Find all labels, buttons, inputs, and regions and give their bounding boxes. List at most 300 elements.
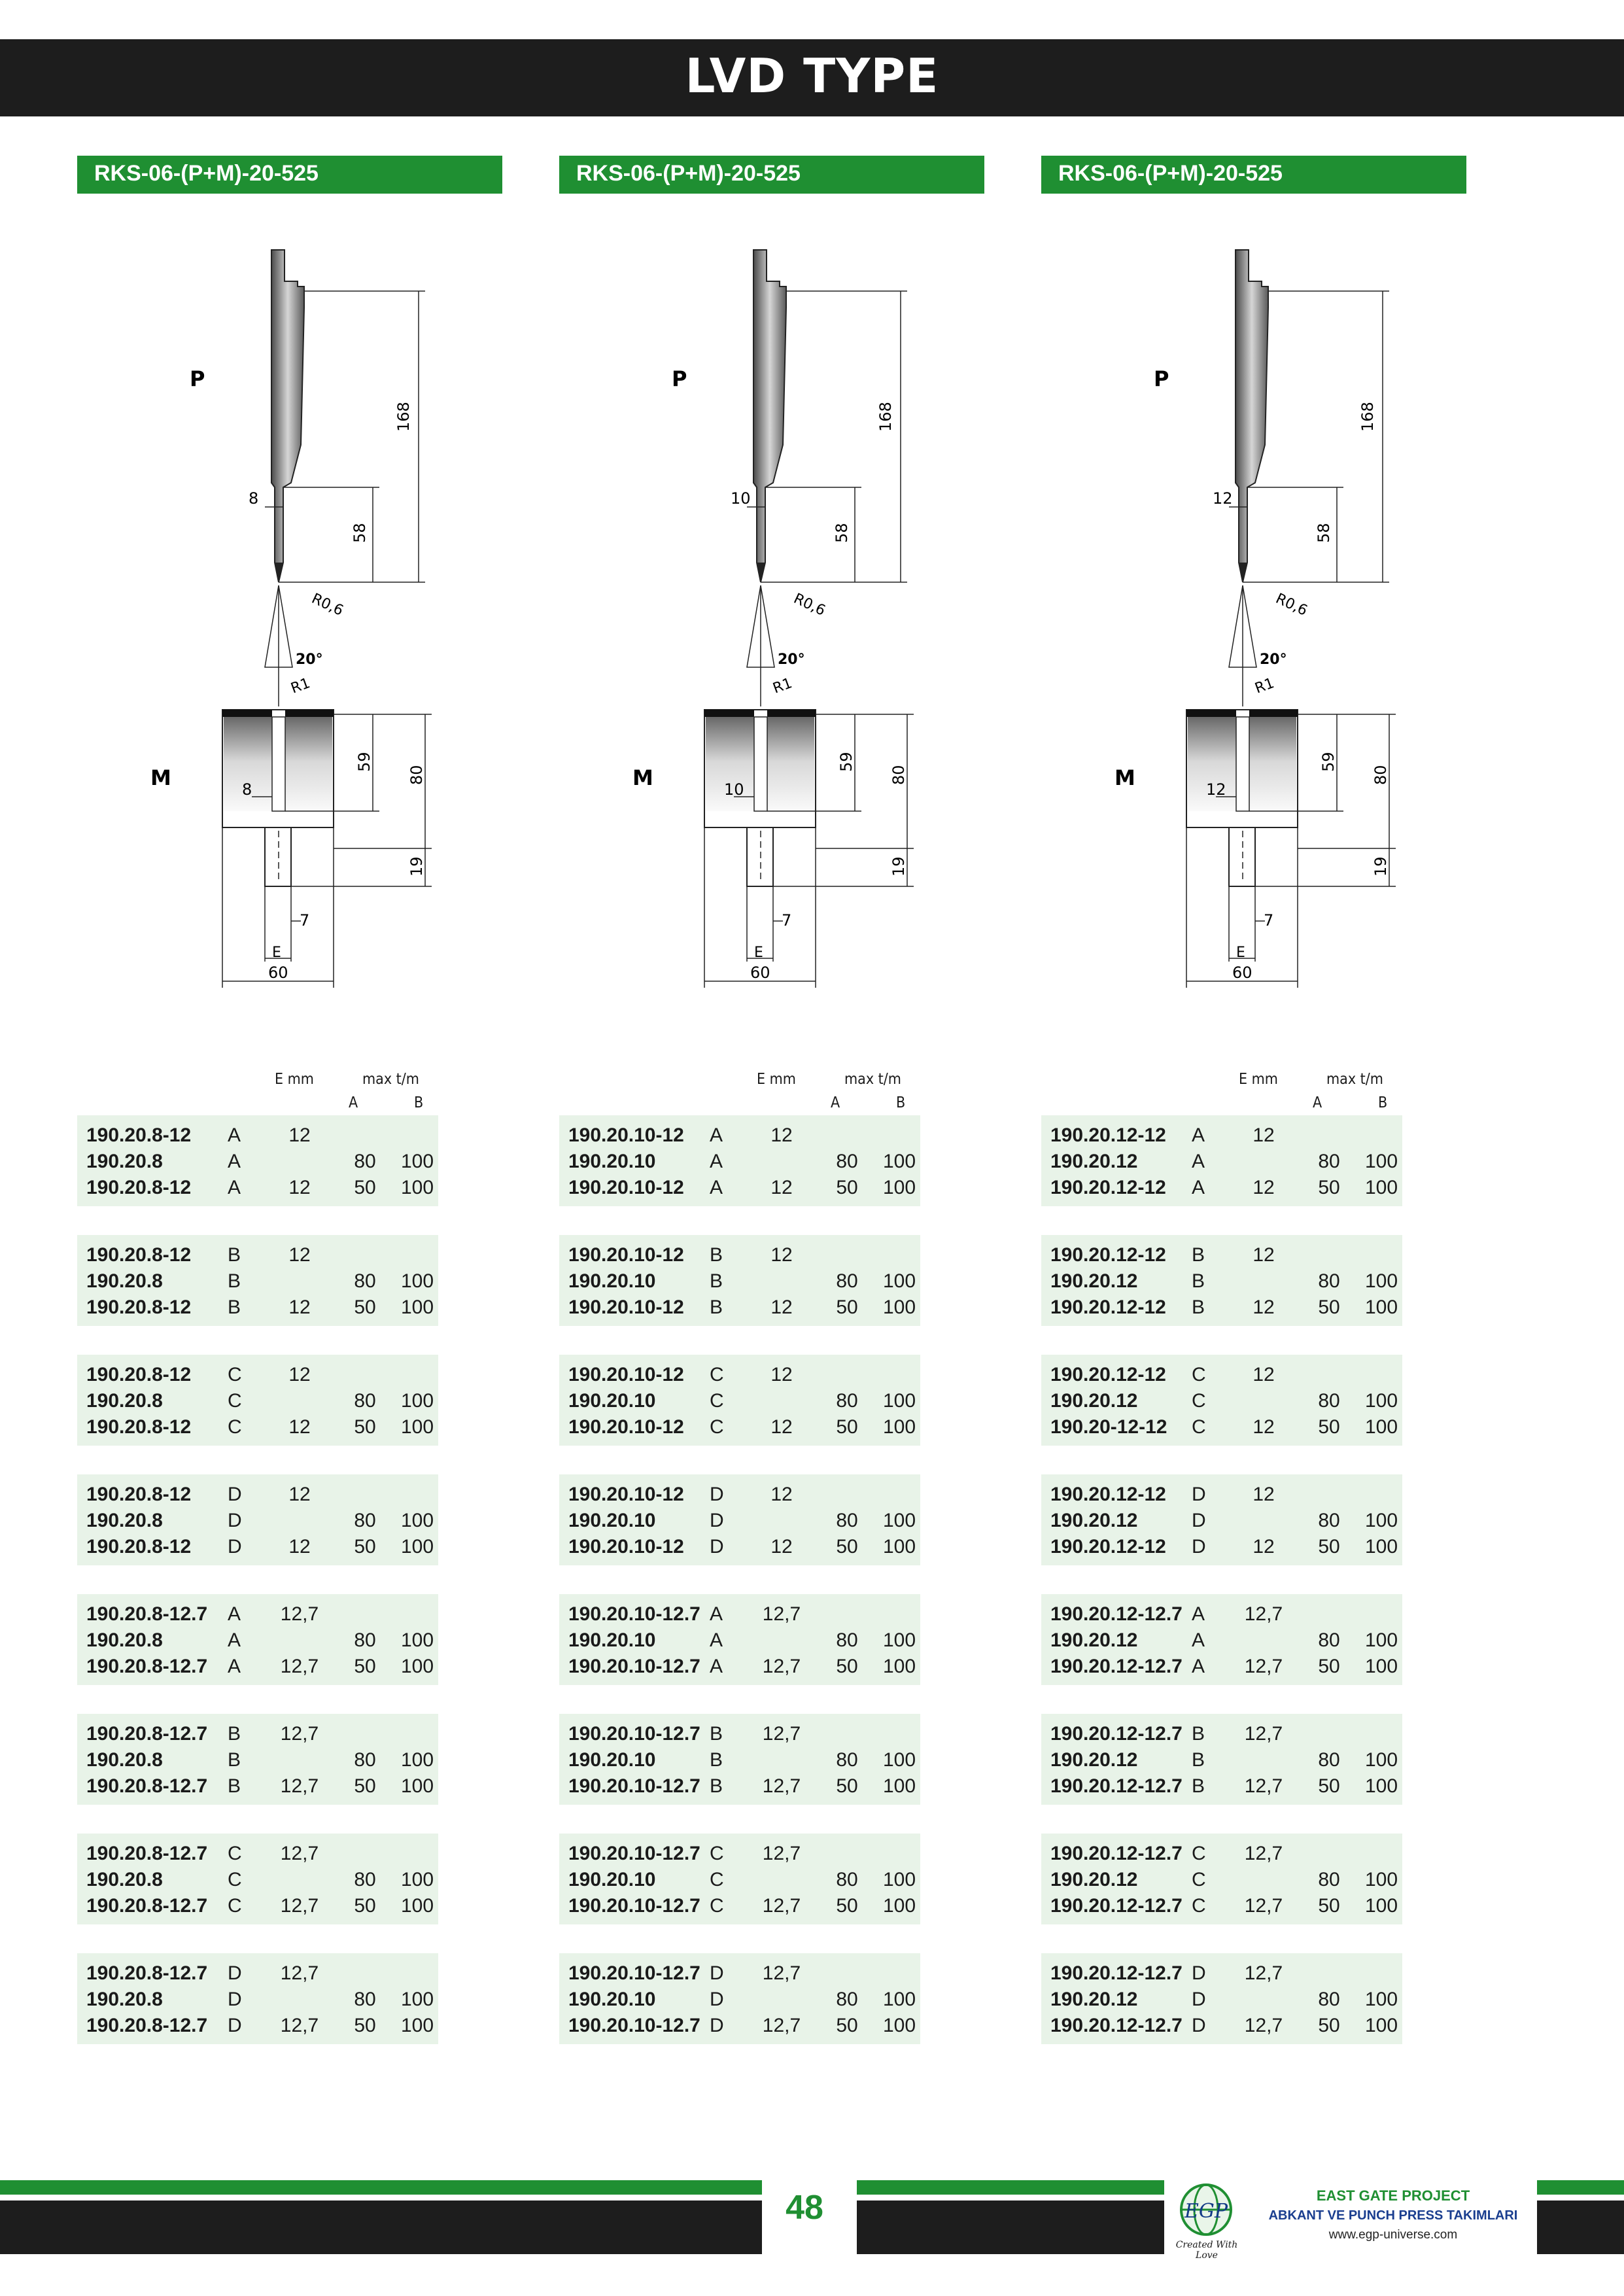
max-a-value: 50: [354, 1656, 376, 1677]
max-b-value: 100: [1364, 1749, 1398, 1771]
punch-label: P: [190, 366, 205, 391]
max-b-value: 100: [882, 1416, 916, 1438]
part-code: 190.20.12-12: [1050, 1296, 1166, 1318]
e-value: 12,7: [762, 1723, 801, 1745]
punch-width: 8: [249, 489, 259, 508]
die-type: B: [228, 1775, 241, 1797]
part-code: 190.20.10-12.7: [568, 1603, 700, 1625]
die-type: B: [228, 1723, 241, 1745]
e-value: 12,7: [1244, 1775, 1283, 1797]
header-a: A: [349, 1094, 358, 1111]
die-type: C: [1192, 1869, 1206, 1890]
e-value: 12: [770, 1124, 793, 1146]
table-row: [559, 1270, 920, 1296]
max-b-value: 100: [882, 1151, 916, 1172]
part-code: 190.20.10-12.7: [568, 1843, 700, 1864]
part-code: 190.20.8-12.7: [86, 1656, 208, 1677]
die-type: B: [1192, 1270, 1205, 1292]
header-b: B: [414, 1094, 424, 1111]
max-b-value: 100: [400, 1270, 434, 1292]
dim-59: 59: [837, 752, 855, 772]
e-value: 12: [1253, 1484, 1275, 1505]
table-row: [1041, 1843, 1402, 1869]
table-row: [77, 1364, 438, 1390]
dim-19: 19: [407, 856, 426, 877]
max-a-value: 80: [836, 1869, 858, 1890]
table-row: [1041, 1775, 1402, 1801]
table-row: [77, 1510, 438, 1536]
max-a-value: 50: [836, 2015, 858, 2036]
die-type: B: [710, 1723, 723, 1745]
dim-60: 60: [1232, 964, 1253, 982]
max-b-value: 100: [882, 1536, 916, 1557]
part-code: 190.20.10-12: [568, 1177, 684, 1198]
part-code: 190.20.12-12: [1050, 1536, 1166, 1557]
max-b-value: 100: [1364, 1895, 1398, 1917]
table-row: [1041, 1749, 1402, 1775]
max-b-value: 100: [882, 1629, 916, 1651]
max-a-value: 50: [836, 1296, 858, 1318]
table-row: [1041, 1124, 1402, 1151]
part-code: 190.20.8-12.7: [86, 1723, 208, 1745]
dim-59: 59: [355, 752, 373, 772]
table-row: [77, 1244, 438, 1270]
spec-group: [1041, 1594, 1402, 1685]
die-radius: R1: [1253, 675, 1277, 697]
part-code: 190.20.8-12: [86, 1177, 192, 1198]
spec-group: [77, 1474, 438, 1565]
table-row: [559, 1603, 920, 1629]
tool-code: RKS-06-(P+M)-20-525: [94, 161, 319, 186]
part-code: 190.20.12-12: [1050, 1124, 1166, 1146]
max-b-value: 100: [1364, 1869, 1398, 1890]
table-row: [1041, 1895, 1402, 1921]
e-value: 12: [288, 1124, 311, 1146]
part-code: 190.20.10-12.7: [568, 1723, 700, 1745]
spec-group: [559, 1834, 920, 1924]
footer-dark-bar-right: [1537, 2200, 1624, 2254]
table-row: [77, 1416, 438, 1442]
table-row: [1041, 1177, 1402, 1203]
die-type: B: [710, 1244, 723, 1266]
e-value: 12,7: [280, 1962, 319, 1984]
max-a-value: 80: [354, 1749, 376, 1771]
max-b-value: 100: [400, 1390, 434, 1412]
spec-group: [77, 1235, 438, 1326]
page-number: 48: [786, 2189, 823, 2227]
tool-column: [482, 0, 953, 2159]
e-value: 12,7: [1244, 1723, 1283, 1745]
max-a-value: 50: [354, 1296, 376, 1318]
footer-green-bar-right: [1537, 2180, 1624, 2195]
die-type: B: [228, 1749, 241, 1771]
die-type: C: [710, 1416, 724, 1438]
die-type: D: [228, 2015, 242, 2036]
table-row: [1041, 1151, 1402, 1177]
max-a-value: 50: [354, 1775, 376, 1797]
tip-radius: R0,6: [309, 590, 346, 619]
max-a-value: 50: [836, 1775, 858, 1797]
table-row: [559, 1416, 920, 1442]
e-value: 12,7: [1244, 1895, 1283, 1917]
part-code: 190.20.12: [1050, 1869, 1138, 1890]
max-b-value: 100: [882, 1775, 916, 1797]
table-row: [559, 1151, 920, 1177]
spec-group: [1041, 1834, 1402, 1924]
header-max-tm: max t/m: [1326, 1071, 1383, 1088]
dim-58: 58: [351, 523, 369, 543]
e-value: 12: [288, 1296, 311, 1318]
max-b-value: 100: [400, 1869, 434, 1890]
tip-radius: R0,6: [1273, 590, 1310, 619]
punch-label: P: [1154, 366, 1169, 391]
part-code: 190.20.12-12.7: [1050, 1895, 1183, 1917]
header-b: B: [1378, 1094, 1388, 1111]
table-row: [559, 1124, 920, 1151]
part-code: 190.20.12: [1050, 1629, 1138, 1651]
part-code: 190.20.10: [568, 1510, 656, 1531]
max-b-value: 100: [1364, 1656, 1398, 1677]
die-type: C: [228, 1364, 242, 1385]
dim-e: E: [1236, 945, 1245, 961]
dim-80: 80: [1372, 765, 1390, 785]
table-row: [559, 1536, 920, 1562]
part-code: 190.20.8-12: [86, 1244, 192, 1266]
part-code: 190.20.10-12.7: [568, 1895, 700, 1917]
spec-group: [77, 1953, 438, 2044]
e-value: 12,7: [280, 1603, 319, 1625]
e-value: 12,7: [280, 1775, 319, 1797]
max-b-value: 100: [1364, 2015, 1398, 2036]
part-code: 190.20.8-12: [86, 1296, 192, 1318]
max-b-value: 100: [882, 1656, 916, 1677]
table-row: [77, 1895, 438, 1921]
e-value: 12,7: [762, 1962, 801, 1984]
spec-group: [1041, 1235, 1402, 1326]
table-row: [559, 1484, 920, 1510]
company-name: EAST GATE PROJECT: [1316, 2187, 1470, 2204]
die-type: C: [228, 1390, 242, 1412]
e-value: 12,7: [280, 2015, 319, 2036]
part-code: 190.20.8-12: [86, 1536, 192, 1557]
max-b-value: 100: [400, 1775, 434, 1797]
die-type: A: [228, 1151, 241, 1172]
die-type: D: [1192, 2015, 1206, 2036]
tool-column: [0, 0, 471, 2159]
max-b-value: 100: [400, 1536, 434, 1557]
footer-green-bar-left: [0, 2180, 762, 2195]
max-a-value: 80: [1318, 1390, 1340, 1412]
dim-80: 80: [407, 765, 426, 785]
part-code: 190.20.8-12.7: [86, 1775, 208, 1797]
e-value: 12: [770, 1536, 793, 1557]
die-type: A: [228, 1629, 241, 1651]
punch-profile: [1235, 250, 1268, 582]
table-row: [77, 1629, 438, 1656]
max-a-value: 80: [836, 1510, 858, 1531]
part-code: 190.20.10-12.7: [568, 2015, 700, 2036]
max-a-value: 80: [354, 1629, 376, 1651]
punch-profile: [753, 250, 786, 582]
spec-group: [77, 1834, 438, 1924]
part-code: 190.20.8: [86, 1869, 163, 1890]
part-code: 190.20.8: [86, 1510, 163, 1531]
die-type: B: [710, 1749, 723, 1771]
tool-code: RKS-06-(P+M)-20-525: [1058, 161, 1283, 186]
die-type: D: [1192, 1484, 1206, 1505]
part-code: 190.20.8-12: [86, 1416, 192, 1438]
spec-group: [559, 1355, 920, 1446]
table-row: [559, 1656, 920, 1682]
part-code: 190.20.12-12.7: [1050, 1962, 1183, 1984]
e-value: 12: [288, 1536, 311, 1557]
part-code: 190.20.12: [1050, 1390, 1138, 1412]
e-value: 12,7: [1244, 1843, 1283, 1864]
part-code: 190.20.8-12: [86, 1124, 192, 1146]
die-type: D: [710, 1989, 724, 2010]
max-a-value: 80: [1318, 1749, 1340, 1771]
die-type: C: [228, 1869, 242, 1890]
table-row: [1041, 1416, 1402, 1442]
die-type: D: [1192, 1510, 1206, 1531]
spec-group: [77, 1355, 438, 1446]
dim-19: 19: [890, 856, 908, 877]
punch-die-drawing: [626, 235, 953, 1001]
e-value: 12: [1253, 1177, 1275, 1198]
die-type: A: [710, 1603, 723, 1625]
tool-code: RKS-06-(P+M)-20-525: [576, 161, 801, 186]
part-code: 190.20.10-12.7: [568, 1775, 700, 1797]
e-value: 12,7: [280, 1656, 319, 1677]
max-b-value: 100: [400, 1510, 434, 1531]
e-value: 12: [770, 1416, 793, 1438]
max-a-value: 50: [836, 1416, 858, 1438]
max-b-value: 100: [400, 1656, 434, 1677]
header-a: A: [1313, 1094, 1322, 1111]
spec-group: [559, 1474, 920, 1565]
max-a-value: 80: [1318, 1869, 1340, 1890]
max-a-value: 50: [1318, 1656, 1340, 1677]
max-b-value: 100: [1364, 1151, 1398, 1172]
die-type: A: [1192, 1177, 1205, 1198]
die-label: M: [632, 765, 653, 790]
part-code: 190.20.10: [568, 1629, 656, 1651]
table-row: [559, 1962, 920, 1989]
die-type: C: [228, 1416, 242, 1438]
header-a: A: [831, 1094, 840, 1111]
spec-group: [559, 1953, 920, 2044]
header-e-mm: E mm: [757, 1071, 796, 1088]
header-b: B: [896, 1094, 906, 1111]
die-type: C: [710, 1869, 724, 1890]
die-radius: R1: [288, 675, 313, 697]
max-b-value: 100: [1364, 1270, 1398, 1292]
tool-header: [1041, 156, 1466, 194]
die-type: A: [228, 1656, 241, 1677]
e-value: 12,7: [762, 2015, 801, 2036]
die-type: D: [1192, 1989, 1206, 2010]
part-code: 190.20.12: [1050, 1749, 1138, 1771]
die-type: C: [1192, 1390, 1206, 1412]
table-row: [559, 2015, 920, 2041]
max-a-value: 50: [1318, 1775, 1340, 1797]
max-b-value: 100: [400, 1629, 434, 1651]
part-code: 190.20.12: [1050, 1510, 1138, 1531]
die-type: B: [710, 1296, 723, 1318]
max-b-value: 100: [400, 1296, 434, 1318]
spec-group: [559, 1594, 920, 1685]
dim-168: 168: [394, 402, 413, 432]
table-row: [559, 1296, 920, 1323]
max-b-value: 100: [1364, 1989, 1398, 2010]
table-header: [559, 1063, 925, 1115]
die-type: C: [710, 1843, 724, 1864]
part-code: 190.20.12-12: [1050, 1364, 1166, 1385]
e-value: 12: [288, 1364, 311, 1385]
max-a-value: 80: [1318, 1270, 1340, 1292]
die-type: C: [710, 1364, 724, 1385]
max-b-value: 100: [1364, 1177, 1398, 1198]
part-code: 190.20.8: [86, 1989, 163, 2010]
die-type: B: [710, 1775, 723, 1797]
die-type: C: [228, 1843, 242, 1864]
max-b-value: 100: [400, 1177, 434, 1198]
e-value: 12: [288, 1177, 311, 1198]
table-row: [77, 1151, 438, 1177]
die-type: B: [228, 1296, 241, 1318]
max-a-value: 80: [1318, 1629, 1340, 1651]
die-type: D: [710, 1484, 724, 1505]
header-e-mm: E mm: [275, 1071, 314, 1088]
table-row: [77, 1843, 438, 1869]
part-code: 190.20.10: [568, 1390, 656, 1412]
dim-19: 19: [1372, 856, 1390, 877]
table-row: [1041, 1603, 1402, 1629]
max-a-value: 50: [1318, 1296, 1340, 1318]
footer-dark-bar-left: [0, 2200, 762, 2254]
e-value: 12,7: [1244, 1603, 1283, 1625]
dim-7: 7: [782, 911, 792, 930]
die-label: M: [150, 765, 171, 790]
max-a-value: 50: [354, 1177, 376, 1198]
spec-group: [559, 1235, 920, 1326]
die-profile: [1186, 710, 1298, 886]
table-row: [559, 1775, 920, 1801]
part-code: 190.20.10: [568, 1270, 656, 1292]
dim-60: 60: [750, 964, 770, 982]
max-b-value: 100: [882, 1989, 916, 2010]
max-b-value: 100: [882, 1296, 916, 1318]
die-type: C: [1192, 1364, 1206, 1385]
table-row: [559, 1723, 920, 1749]
dim-80: 80: [890, 765, 908, 785]
die-type: A: [1192, 1629, 1205, 1651]
max-a-value: 80: [354, 1869, 376, 1890]
spec-group: [77, 1714, 438, 1805]
part-code: 190.20.10-12: [568, 1484, 684, 1505]
part-code: 190.20.12-12: [1050, 1484, 1166, 1505]
table-row: [77, 1270, 438, 1296]
tool-header: [77, 156, 502, 194]
part-code: 190.20.8-12: [86, 1484, 192, 1505]
table-row: [77, 1962, 438, 1989]
die-type: D: [710, 1536, 724, 1557]
part-code: 190.20.8-12.7: [86, 1603, 208, 1625]
company-website: www.egp-universe.com: [1328, 2228, 1458, 2242]
die-type: B: [1192, 1244, 1205, 1266]
max-b-value: 100: [1364, 1390, 1398, 1412]
table-row: [1041, 1656, 1402, 1682]
part-code: 190.20.12-12.7: [1050, 2015, 1183, 2036]
table-row: [1041, 1244, 1402, 1270]
table-row: [1041, 1962, 1402, 1989]
part-code: 190.20.10-12: [568, 1124, 684, 1146]
max-a-value: 80: [1318, 1510, 1340, 1531]
max-b-value: 100: [400, 1151, 434, 1172]
die-type: A: [1192, 1124, 1205, 1146]
table-row: [559, 1177, 920, 1203]
part-code: 190.20.12-12.7: [1050, 1723, 1183, 1745]
max-b-value: 100: [400, 1416, 434, 1438]
max-b-value: 100: [400, 2015, 434, 2036]
max-a-value: 80: [354, 1151, 376, 1172]
part-code: 190.20.8: [86, 1390, 163, 1412]
dim-e: E: [272, 945, 281, 961]
e-value: 12: [288, 1244, 311, 1266]
max-b-value: 100: [882, 1177, 916, 1198]
table-row: [559, 1510, 920, 1536]
max-a-value: 50: [1318, 2015, 1340, 2036]
die-type: B: [1192, 1775, 1205, 1797]
table-row: [1041, 1989, 1402, 2015]
logo-tagline: Created With Love: [1175, 2240, 1238, 2261]
bend-angle: 20°: [1260, 652, 1287, 668]
die-type: D: [710, 1962, 724, 1984]
table-row: [77, 1484, 438, 1510]
die-type: D: [228, 1962, 242, 1984]
spec-group: [559, 1714, 920, 1805]
dim-168: 168: [1358, 402, 1377, 432]
part-code: 190.20.8: [86, 1749, 163, 1771]
max-a-value: 50: [354, 1895, 376, 1917]
part-code: 190.20.8-12.7: [86, 1962, 208, 1984]
die-width: 8: [242, 780, 252, 799]
logo-text: EGP: [1184, 2200, 1228, 2223]
die-type: B: [228, 1244, 241, 1266]
part-code: 190.20.10-12: [568, 1244, 684, 1266]
max-a-value: 50: [354, 1416, 376, 1438]
max-a-value: 50: [836, 1177, 858, 1198]
punch-width: 12: [1213, 489, 1233, 508]
max-a-value: 80: [354, 1510, 376, 1531]
die-type: A: [228, 1124, 241, 1146]
part-code: 190.20.12-12.7: [1050, 1656, 1183, 1677]
e-value: 12,7: [762, 1843, 801, 1864]
die-type: A: [228, 1603, 241, 1625]
part-code: 190.20.10-12: [568, 1416, 684, 1438]
e-value: 12,7: [762, 1656, 801, 1677]
max-b-value: 100: [882, 2015, 916, 2036]
e-value: 12,7: [280, 1895, 319, 1917]
header-e-mm: E mm: [1239, 1071, 1278, 1088]
part-code: 190.20.12: [1050, 1151, 1138, 1172]
part-code: 190.20-12-12: [1050, 1416, 1167, 1438]
die-profile: [222, 710, 334, 886]
max-a-value: 50: [1318, 1416, 1340, 1438]
die-type: D: [228, 1989, 242, 2010]
max-b-value: 100: [1364, 1629, 1398, 1651]
max-a-value: 80: [836, 1629, 858, 1651]
